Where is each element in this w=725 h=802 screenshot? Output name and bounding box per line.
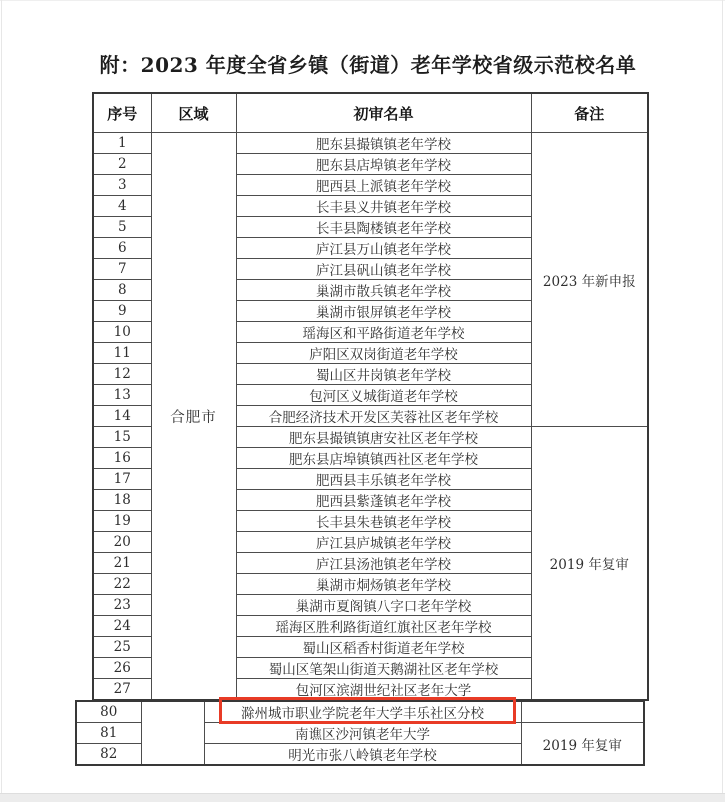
school-name-cell: 明光市张八岭镇老年学校 (204, 744, 521, 766)
continued-schools-table (75, 700, 645, 766)
region-cell: 合肥市 (151, 133, 236, 701)
seq-cell: 2 (93, 154, 151, 175)
seq-cell: 18 (93, 490, 151, 511)
school-name-cell: 庐江县万山镇老年学校 (236, 238, 531, 259)
school-name-cell: 巢湖市夏阁镇八字口老年学校 (236, 595, 531, 616)
school-name-cell: 滁州城市职业学院老年大学丰乐社区分校 (204, 701, 521, 723)
seq-cell: 12 (93, 364, 151, 385)
column-header-region: 区域 (151, 93, 236, 133)
school-name-cell: 长丰县朱巷镇老年学校 (236, 511, 531, 532)
column-header-remark: 备注 (531, 93, 648, 133)
seq-cell: 25 (93, 637, 151, 658)
school-name-cell: 合肥经济技术开发区芙蓉社区老年学校 (236, 406, 531, 427)
seq-cell: 3 (93, 175, 151, 196)
school-name-cell: 蜀山区笔架山街道天鹅湖社区老年学校 (236, 658, 531, 679)
seq-cell: 7 (93, 259, 151, 280)
seq-cell: 24 (93, 616, 151, 637)
school-name-cell: 庐江县庐城镇老年学校 (236, 532, 531, 553)
school-name-cell: 肥西县丰乐镇老年学校 (236, 469, 531, 490)
seq-cell: 80 (76, 701, 141, 723)
school-name-cell: 蜀山区稻香村街道老年学校 (236, 637, 531, 658)
column-header-seq: 序号 (93, 93, 151, 133)
school-name-cell: 肥东县店埠镇老年学校 (236, 154, 531, 175)
page-edge-left (1, 0, 2, 793)
school-name-cell: 巢湖市散兵镇老年学校 (236, 280, 531, 301)
seq-cell: 11 (93, 343, 151, 364)
region-cell (141, 701, 204, 765)
school-name-cell: 肥东县撮镇镇唐安社区老年学校 (236, 427, 531, 448)
main-table-body (93, 133, 648, 701)
school-name-cell: 庐江县矾山镇老年学校 (236, 259, 531, 280)
seq-cell: 6 (93, 238, 151, 259)
school-name-cell: 肥西县上派镇老年学校 (236, 175, 531, 196)
page-edge-right (722, 0, 723, 793)
seq-cell: 10 (93, 322, 151, 343)
remark-cell: 2019 年复审 (531, 427, 648, 701)
page-edge-top (0, 0, 725, 1)
seq-cell: 23 (93, 595, 151, 616)
school-name-cell: 巢湖市烔炀镇老年学校 (236, 574, 531, 595)
seq-cell: 5 (93, 217, 151, 238)
school-name-cell: 巢湖市银屏镇老年学校 (236, 301, 531, 322)
seq-cell: 17 (93, 469, 151, 490)
school-name-cell: 长丰县陶楼镇老年学校 (236, 217, 531, 238)
table-row (93, 133, 648, 154)
seq-cell: 14 (93, 406, 151, 427)
seq-cell: 22 (93, 574, 151, 595)
school-name-cell: 庐阳区双岗街道老年学校 (236, 343, 531, 364)
remark-cell: 2023 年新申报 (531, 133, 648, 427)
seq-cell: 1 (93, 133, 151, 154)
seq-cell: 27 (93, 679, 151, 701)
seq-cell: 13 (93, 385, 151, 406)
school-name-cell: 瑶海区胜利路街道红旗社区老年学校 (236, 616, 531, 637)
school-name-cell: 瑶海区和平路街道老年学校 (236, 322, 531, 343)
seq-cell: 4 (93, 196, 151, 217)
school-name-cell: 包河区义城街道老年学校 (236, 385, 531, 406)
school-name-cell: 南谯区沙河镇老年大学 (204, 723, 521, 744)
school-name-cell: 蜀山区井岗镇老年学校 (236, 364, 531, 385)
seq-cell: 82 (76, 744, 141, 766)
remark-cell (521, 701, 644, 723)
school-name-cell: 肥东县撮镇镇老年学校 (236, 133, 531, 154)
seq-cell: 16 (93, 448, 151, 469)
seq-cell: 21 (93, 553, 151, 574)
table-row (76, 701, 644, 723)
header-row (93, 93, 648, 133)
school-name-cell: 肥西县紫蓬镇老年学校 (236, 490, 531, 511)
school-name-cell: 庐江县汤池镇老年学校 (236, 553, 531, 574)
seq-cell: 8 (93, 280, 151, 301)
document-title: 附：2023 年度全省乡镇（街道）老年学校省级示范校名单 (99, 53, 637, 77)
seq-cell: 26 (93, 658, 151, 679)
seq-cell: 15 (93, 427, 151, 448)
demonstration-schools-table (92, 92, 649, 701)
bottom-table-body (76, 701, 644, 765)
seq-cell: 20 (93, 532, 151, 553)
seq-cell: 81 (76, 723, 141, 744)
school-name-cell: 肥东县店埠镇镇西社区老年学校 (236, 448, 531, 469)
school-name-cell: 长丰县义井镇老年学校 (236, 196, 531, 217)
column-header-name: 初审名单 (236, 93, 531, 133)
remark-cell: 2019 年复审 (521, 723, 644, 766)
school-name-cell: 包河区滨湖世纪社区老年大学 (236, 679, 531, 701)
seq-cell: 19 (93, 511, 151, 532)
seq-cell: 9 (93, 301, 151, 322)
